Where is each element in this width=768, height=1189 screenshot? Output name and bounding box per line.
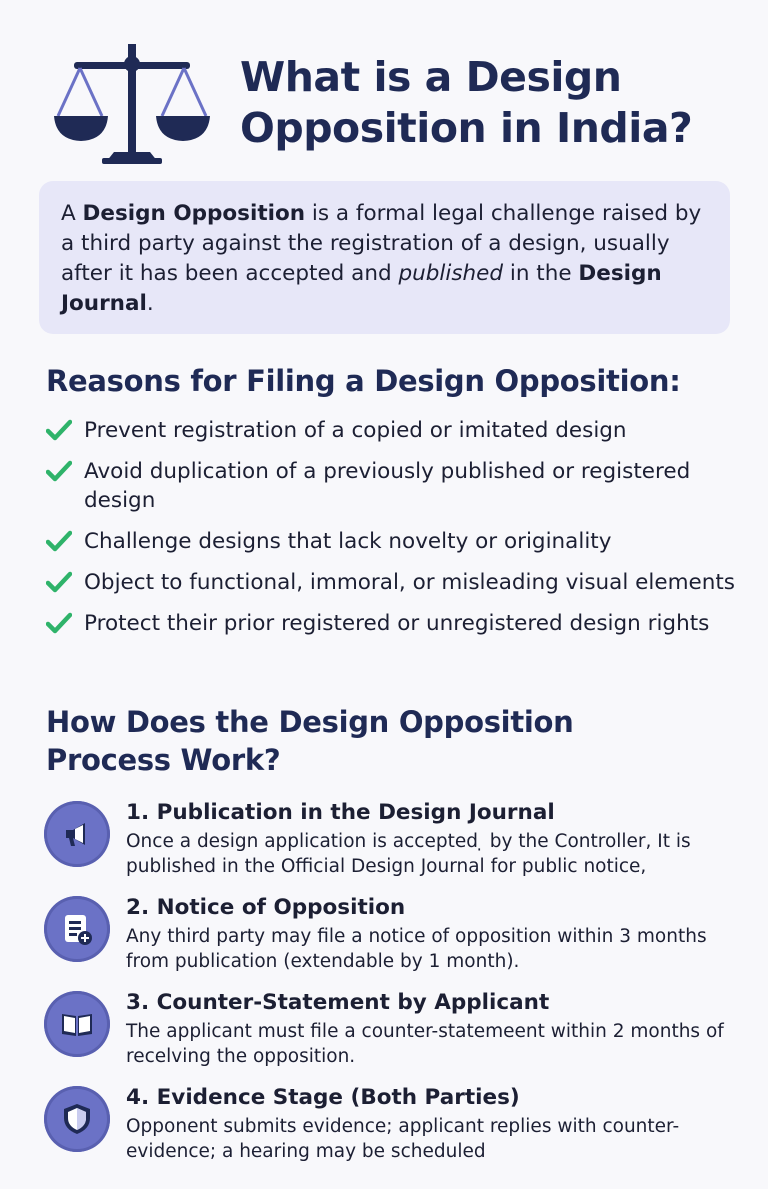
list-item [46,568,761,597]
reason-text: Challenge designs that lack novelty or originality [84,529,612,554]
definition-italic: published [398,261,504,286]
check-icon [46,612,72,634]
process-step [44,1082,754,1177]
step-body: Opponent submits evidence; applicant replies with counter-evidence; a hearing may be scheduled [126,1116,680,1162]
step-body: The applicant must file a counter-statemeent within 2 months of recelving the opposition. [126,1021,724,1067]
step-icon-badge [44,801,110,867]
definition-text [61,199,708,319]
process-heading-line: Process Work? [46,743,281,777]
reasons-list [46,416,761,650]
definition-term: Design Opposition [82,201,306,226]
list-item [46,609,761,638]
list-item [46,457,761,515]
reasons-heading: Reasons for Filing a Design Opposition: [46,364,681,398]
step-icon-badge [44,1086,110,1152]
check-icon [46,571,72,593]
header [0,0,768,175]
definition-part: . [146,291,154,316]
step-body: Any third party may file a notice of opposition within 3 months from publication (extendable by 1 month). [126,926,707,972]
check-icon [46,530,72,552]
step-title: 4. Evidence Stage (Both Partieѕ) [126,1085,520,1110]
reason-text: Prevent registration of a copied or imitated design [84,418,627,443]
definition-journal: Design Journal [61,261,662,316]
step-icon-badge [44,991,110,1057]
reason-text: Object to functional, immoral, or misleading visual elements [84,570,736,595]
document-add-icon [61,913,93,945]
definition-part: A [61,201,83,226]
definition-part: is a formal legal challenge raised by a third party against the registration of a design, usually after it has been accepted and [61,201,702,286]
process-step [44,892,754,987]
check-icon [46,419,72,441]
step-title: 1. Publication in the Design Journal [126,800,555,825]
step-title: 2. Notice of Opposition [126,895,406,920]
scales-of-justice-icon [52,40,212,168]
process-heading [46,703,574,779]
page-title: What is a Design Opposition in India? [240,53,693,152]
list-item [46,416,761,445]
list-item [46,527,761,556]
step-body: Once a design application is accepted ̣ by the Controller, It is published in the Official Design Journal for public notice, [126,831,691,877]
shield-icon [61,1103,93,1135]
step-icon-badge [44,896,110,962]
process-step [44,797,754,892]
process-steps [44,797,754,1177]
step-title: 3. Counter-Statement by Applicant [126,990,550,1015]
definition-box [39,181,730,334]
check-icon [46,460,72,482]
open-book-icon [61,1008,93,1040]
definition-part: in the [503,261,579,286]
megaphone-icon [61,818,93,850]
reason-text: Avoid duplication of a previously published or registered design [84,459,691,513]
process-step [44,987,754,1082]
process-heading-line: How Does the Design Opposition [46,705,574,739]
reason-text: Protect their prior registered or unregistered design rights [84,611,710,636]
